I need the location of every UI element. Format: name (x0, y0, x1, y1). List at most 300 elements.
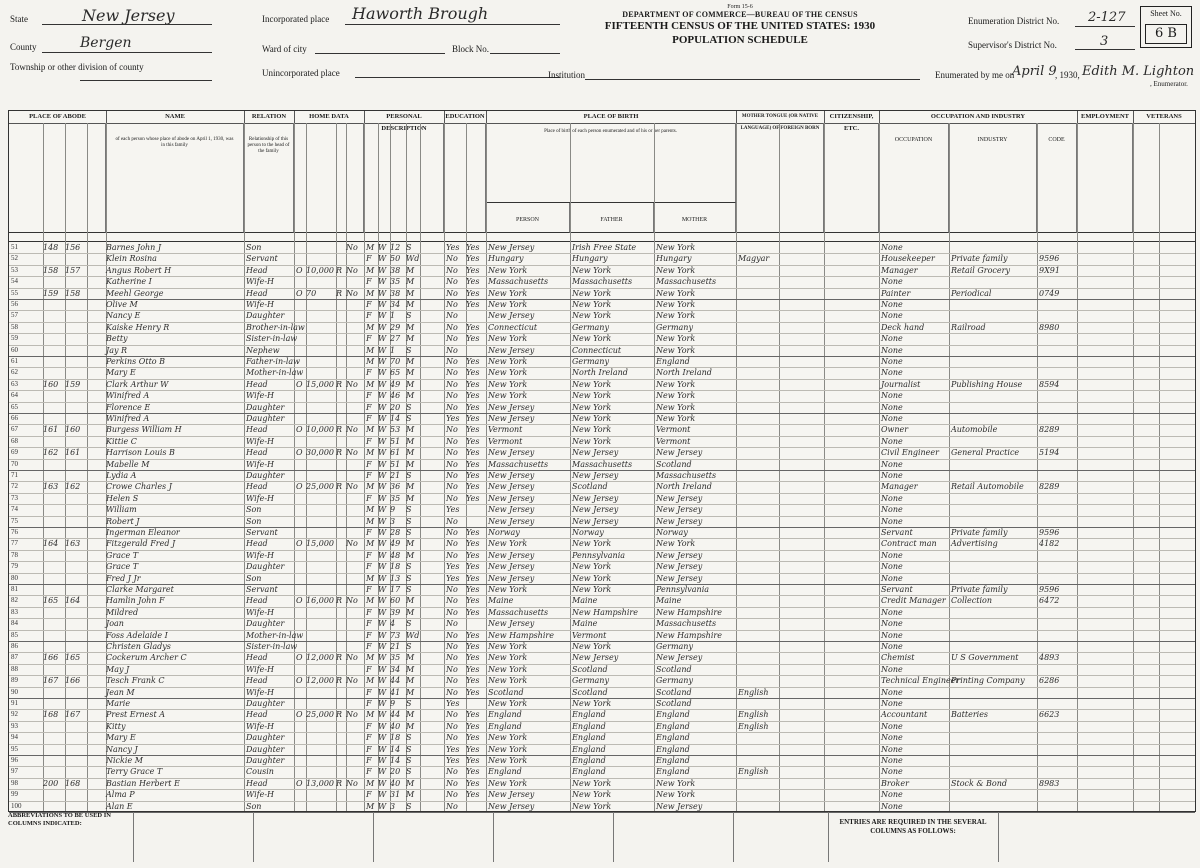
cell-line: 56 (11, 300, 18, 308)
cell-ind (951, 402, 1037, 413)
cell-fam (65, 755, 87, 766)
cell-lang (738, 664, 778, 675)
cell-sex: F (366, 436, 372, 446)
group-employment: EMPLOYMENT (1077, 111, 1134, 124)
cell-dw (43, 630, 65, 641)
cell-val (306, 641, 336, 652)
cell-val (306, 356, 336, 367)
cell-farm: No (346, 425, 358, 435)
cell-ind (951, 333, 1037, 344)
cell-read: Yes (466, 322, 480, 332)
cell-occ: None (881, 300, 903, 309)
cell-farm (346, 322, 364, 333)
schedule-title: POPULATION SCHEDULE (672, 34, 808, 46)
cell-farm (346, 527, 364, 538)
cell-home (296, 299, 306, 310)
cell-fam (65, 322, 87, 333)
cell-farm: No (346, 778, 358, 788)
cell-home: O (296, 676, 303, 686)
cell-fb: Germany (572, 322, 609, 332)
cell-sex: M (366, 778, 375, 788)
cell-line: 61 (11, 357, 18, 365)
enumerator-name: Edith M. Lighton (1082, 64, 1195, 79)
cell-rel: Head (246, 778, 268, 788)
cell-val (306, 755, 336, 766)
cell-radio (336, 618, 346, 629)
cell-ind (951, 550, 1037, 561)
cell-age: 49 (390, 539, 401, 549)
cell-ind: Retail Grocery (951, 265, 1010, 275)
cell-line: 86 (11, 642, 18, 650)
cell-age: 40 (390, 721, 401, 731)
cell-radio (336, 356, 346, 367)
cell-sex: M (366, 322, 375, 332)
cell-radio (336, 744, 346, 755)
cell-fb: New Jersey (572, 471, 619, 480)
cell-dw: 168 (43, 710, 59, 720)
cell-name: Katherine I (106, 277, 152, 287)
cell-bp: New York (488, 653, 528, 663)
cell-home (296, 310, 306, 321)
cell-ind (951, 766, 1037, 777)
cell-fb: Pennsylvania (572, 550, 626, 560)
cell-race: W (378, 254, 387, 264)
cell-occ: None (881, 311, 903, 321)
cell-race: W (378, 653, 387, 663)
cell-name: Klein Rosina (106, 254, 157, 264)
cell-read (466, 698, 486, 709)
cell-radio (336, 801, 346, 812)
cell-sex: M (366, 379, 375, 389)
cell-line: 51 (11, 243, 18, 251)
cell-occ: None (881, 733, 903, 743)
cell-code: 6286 (1039, 676, 1060, 686)
cell-occ: Housekeeper (881, 254, 935, 264)
cell-mar: Wd (406, 630, 420, 640)
cell-read: Yes (466, 790, 480, 800)
cell-dw: 166 (43, 653, 59, 663)
cell-code: 4182 (1039, 539, 1060, 549)
cell-bp: New York (488, 744, 528, 754)
cell-occ: None (881, 357, 903, 366)
cell-val (306, 801, 336, 812)
cell-farm (346, 413, 364, 424)
cell-radio (336, 527, 346, 538)
cell-farm (346, 253, 364, 264)
cell-line: 55 (11, 288, 18, 297)
cell-code (1039, 413, 1077, 424)
cell-sch: Yes (446, 562, 460, 572)
cell-farm (346, 333, 364, 344)
cell-rel: Wife-H (246, 664, 275, 674)
cell-farm: No (346, 653, 358, 663)
cell-radio: R (336, 265, 343, 275)
cell-age: 73 (390, 630, 401, 640)
cell-sex: F (366, 619, 372, 629)
cell-line: 98 (11, 778, 18, 787)
cell-sex: M (366, 710, 375, 720)
cell-home (296, 698, 306, 709)
cell-name: Lydia A (106, 471, 137, 480)
cell-ind: Railroad (951, 322, 986, 332)
cell-lang (738, 550, 778, 561)
cell-line: 81 (11, 585, 18, 593)
enum-district-label: Enumeration District No. (968, 16, 1060, 26)
cell-lang (738, 595, 778, 606)
cell-val (306, 493, 336, 504)
cell-race: W (378, 778, 387, 788)
cell-name: Christen Gladys (106, 642, 171, 651)
col-head-tongue (736, 123, 824, 233)
cell-mb: Germany (656, 322, 693, 332)
cell-dw (43, 276, 65, 287)
cell-rel: Wife-H (246, 550, 275, 560)
cell-bp: Scotland (488, 687, 524, 697)
cell-ind (951, 687, 1037, 698)
cell-code (1039, 345, 1077, 356)
cell-code (1039, 402, 1077, 413)
col-head-personal (364, 123, 444, 233)
cell-dw (43, 402, 65, 413)
cell-code (1039, 333, 1077, 344)
cell-sex: M (366, 265, 375, 275)
cell-sch: Yes (446, 414, 460, 423)
cell-line: 88 (11, 664, 18, 673)
cell-sex: M (366, 676, 375, 686)
cell-fam: 158 (65, 288, 81, 298)
cell-lang (738, 481, 778, 492)
cell-age: 39 (390, 607, 401, 617)
cell-home: O (296, 288, 303, 298)
cell-val (306, 698, 336, 709)
cell-read: Yes (466, 493, 480, 503)
cell-fam (65, 253, 87, 264)
cell-bp: New Hampshire (488, 630, 554, 640)
cell-line: 75 (11, 516, 18, 525)
cell-rel: Mother-in-law (246, 368, 304, 378)
cell-mb: Maine (656, 596, 682, 606)
cell-race: W (378, 414, 387, 423)
enumerator-label: , Enumerator. (1150, 80, 1188, 88)
cell-sch: Yes (446, 744, 460, 754)
cell-occ: None (881, 471, 903, 480)
cell-home: O (296, 653, 303, 663)
cell-name: Prest Ernest A (106, 710, 165, 720)
cell-name: Perkins Otto B (106, 357, 166, 366)
cell-mb: New York (656, 345, 696, 355)
footer-divider-6 (733, 812, 734, 862)
cell-home (296, 664, 306, 675)
cell-home (296, 333, 306, 344)
cell-bp: Vermont (488, 436, 523, 446)
cell-sch: No (446, 448, 458, 458)
sheet-label: Sheet No. (1150, 9, 1182, 18)
cell-name: Barnes John J (106, 243, 162, 252)
col-head-employment (1077, 123, 1133, 233)
cell-ind (951, 436, 1037, 447)
cell-code (1039, 801, 1077, 812)
cell-fb: Connecticut (572, 345, 622, 355)
cell-fb: New York (572, 436, 612, 446)
cell-sex: F (366, 721, 372, 731)
cell-sex: F (366, 550, 372, 560)
cell-lang (738, 413, 778, 424)
cell-dw (43, 345, 65, 356)
cell-farm: No (346, 448, 358, 458)
cell-radio: R (336, 778, 343, 788)
cell-radio (336, 641, 346, 652)
cell-lang (738, 424, 778, 435)
cell-fam (65, 333, 87, 344)
cell-code: 8289 (1039, 482, 1060, 492)
cell-farm (346, 550, 364, 561)
cell-sch: No (446, 801, 458, 811)
cell-age: 20 (390, 767, 401, 777)
cell-farm (346, 687, 364, 698)
cell-race: W (378, 288, 387, 298)
cell-age: 3 (390, 516, 396, 526)
cell-sex: M (366, 288, 375, 298)
cell-occ: None (881, 414, 903, 423)
cell-lang (738, 470, 778, 481)
cell-code: 8980 (1039, 322, 1060, 332)
cell-mar: S (406, 471, 412, 480)
cell-fam: 164 (65, 596, 81, 606)
cell-val (306, 390, 336, 401)
cell-val (306, 276, 336, 287)
cell-mb: Massachusetts (656, 471, 717, 480)
cell-fam (65, 698, 87, 709)
cell-name: Olive M (106, 300, 138, 309)
cell-line: 73 (11, 493, 18, 502)
cell-sch: No (446, 402, 458, 412)
cell-fb: Scotland (572, 664, 608, 674)
cell-name: Grace T (106, 562, 139, 572)
col-head-abode (9, 123, 106, 233)
cell-read: Yes (466, 721, 480, 731)
cell-lang (738, 584, 778, 595)
cell-rel: Wife-H (246, 493, 275, 503)
cell-occ: None (881, 402, 903, 412)
cell-fam (65, 527, 87, 538)
cell-fam (65, 664, 87, 675)
cell-lang (738, 345, 778, 356)
cell-mb: Scotland (656, 459, 692, 469)
cell-val (306, 744, 336, 755)
cell-ind (951, 721, 1037, 732)
cell-lang: English (738, 767, 769, 777)
cell-name: Ingerman Eleanor (106, 528, 180, 537)
cell-mb: New Jersey (656, 573, 703, 583)
cell-home (296, 413, 306, 424)
cell-age: 14 (390, 414, 401, 423)
cell-val (306, 516, 336, 527)
cell-rel: Daughter (246, 471, 285, 480)
cell-mb: Pennsylvania (656, 585, 710, 594)
cell-fb: England (572, 767, 606, 777)
cell-radio (336, 367, 346, 378)
cell-bp: Massachusetts (488, 277, 549, 287)
cell-sch: No (446, 550, 458, 560)
cell-race: W (378, 334, 387, 344)
cell-fb: Vermont (572, 630, 607, 640)
cell-mar: M (406, 288, 415, 298)
cell-race: W (378, 516, 387, 526)
cell-line: 57 (11, 311, 18, 320)
cell-home (296, 561, 306, 572)
incorporated-value: Haworth Brough (352, 4, 489, 23)
cell-rel: Daughter (246, 562, 285, 572)
cell-sex: F (366, 391, 372, 401)
cell-fam: 161 (65, 448, 81, 458)
cell-fam (65, 436, 87, 447)
cell-ind (951, 516, 1037, 527)
cell-rel: Head (246, 596, 268, 606)
cell-occ: None (881, 459, 903, 469)
cell-sch: No (446, 265, 458, 275)
cell-val (306, 789, 336, 800)
cell-sex: M (366, 425, 375, 435)
cell-code (1039, 789, 1077, 800)
cell-mar: S (406, 801, 412, 811)
cell-sch: No (446, 721, 458, 731)
cell-val: 12,000 (306, 676, 334, 686)
cell-read: Yes (466, 653, 480, 663)
cell-fb: New Jersey (572, 653, 619, 663)
cell-dw (43, 470, 65, 481)
cell-val (306, 322, 336, 333)
cell-sch: Yes (446, 505, 460, 515)
incorporated-label: Incorporated place (262, 14, 330, 24)
cell-bp: New York (488, 676, 528, 686)
cell-fb: New York (572, 562, 612, 572)
cell-mar: S (406, 243, 412, 252)
cell-lang (738, 652, 778, 663)
cell-rel: Cousin (246, 767, 274, 777)
cell-name: Betty (106, 334, 128, 344)
cell-mar: S (406, 744, 412, 754)
cell-farm: No (346, 243, 358, 252)
cell-name: Terry Grace T (106, 767, 163, 777)
cell-farm: No (346, 482, 358, 492)
cell-lang (738, 630, 778, 641)
cell-line: 92 (11, 710, 18, 719)
cell-line: 83 (11, 607, 18, 616)
cell-sch: No (446, 585, 458, 594)
cell-mar: M (406, 550, 415, 560)
cell-race: W (378, 528, 387, 537)
cell-read: Yes (466, 448, 480, 458)
cell-line: 72 (11, 482, 18, 491)
cell-rel: Wife-H (246, 687, 275, 697)
ward-label: Ward of city (262, 44, 307, 54)
cell-fam: 156 (65, 243, 81, 252)
cell-code: 9X91 (1039, 265, 1060, 275)
cell-farm (346, 516, 364, 527)
col-head-education (444, 123, 486, 233)
cell-ind (951, 413, 1037, 424)
cell-fb: New Jersey (572, 505, 619, 515)
cell-dw: 163 (43, 482, 59, 492)
cell-read: Yes (466, 425, 480, 435)
cell-rel: Head (246, 379, 268, 389)
cell-fam (65, 744, 87, 755)
cell-rel: Son (246, 516, 262, 526)
cell-sex: F (366, 744, 372, 754)
cell-val: 25,000 (306, 710, 334, 720)
cell-sch: No (446, 254, 458, 264)
cell-val: 70 (306, 288, 317, 298)
cell-lang (738, 732, 778, 743)
cell-home: O (296, 265, 303, 275)
cell-rel: Head (246, 288, 268, 298)
cell-name: Winifred A (106, 391, 150, 401)
cell-occ: None (881, 277, 903, 287)
cell-name: Joan (106, 619, 124, 629)
township-label: Township or other division of county (10, 62, 144, 72)
cell-lang (738, 402, 778, 413)
cell-radio: R (336, 379, 343, 389)
cell-race: W (378, 585, 387, 594)
cell-fb: New Jersey (572, 516, 619, 526)
cell-farm (346, 630, 364, 641)
cell-age: 28 (390, 528, 401, 537)
cell-dw (43, 789, 65, 800)
cell-dw (43, 698, 65, 709)
cell-code (1039, 516, 1077, 527)
cell-fb: England (572, 756, 606, 765)
sheet-box (1140, 6, 1192, 48)
cell-fam: 165 (65, 653, 81, 663)
cell-radio (336, 470, 346, 481)
cell-age: 36 (390, 482, 401, 492)
cell-bp: England (488, 710, 522, 720)
cell-read: Yes (466, 391, 480, 401)
cell-farm (346, 299, 364, 310)
cell-home (296, 732, 306, 743)
cell-mb: New York (656, 300, 696, 309)
cell-fb: New York (572, 288, 612, 298)
cell-farm: No (346, 379, 358, 389)
cell-mar: S (406, 311, 412, 321)
cell-dw (43, 573, 65, 584)
ward-underline (315, 53, 445, 54)
cell-race: W (378, 265, 387, 275)
cell-farm (346, 744, 364, 755)
cell-rel: Daughter (246, 619, 285, 629)
cell-home (296, 527, 306, 538)
cell-name: William (106, 505, 137, 515)
cell-ind (951, 664, 1037, 675)
cell-fb: New York (572, 334, 612, 344)
cell-occ: None (881, 573, 903, 583)
cell-name: Crowe Charles J (106, 482, 172, 492)
cell-ind: Automobile (951, 425, 998, 435)
cell-race: W (378, 471, 387, 480)
sheet-value: 6 B (1145, 24, 1187, 44)
cell-sch: No (446, 664, 458, 674)
cell-lang (738, 322, 778, 333)
cell-line: 78 (11, 550, 18, 559)
cell-dw: 148 (43, 243, 59, 252)
cell-lang (738, 607, 778, 618)
cell-ind (951, 561, 1037, 572)
cell-name: Grace T (106, 550, 139, 560)
cell-occ: None (881, 687, 903, 697)
enumerated-date: April 9 (1012, 64, 1057, 79)
cell-farm (346, 755, 364, 766)
cell-ind (951, 390, 1037, 401)
